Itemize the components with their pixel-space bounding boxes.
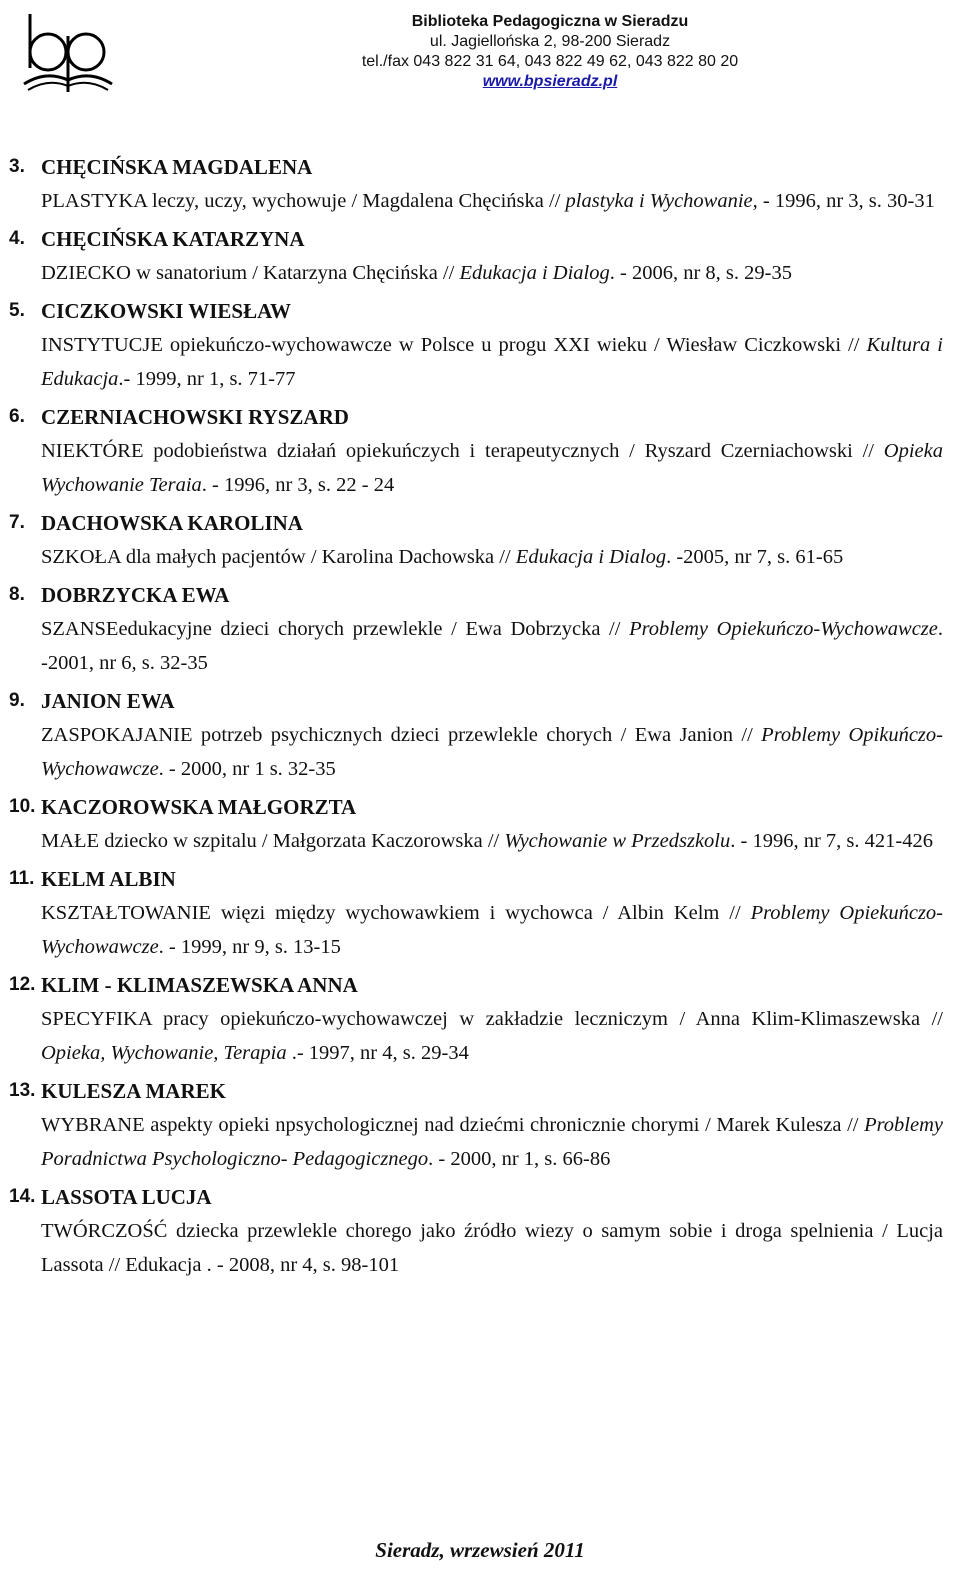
entry-journal: Problemy Opikuńczo-Wychowawcze [41, 724, 943, 780]
entry-heading [0, 578, 960, 612]
institution-name: Biblioteka Pedagogiczna w Sieradzu [411, 13, 689, 30]
institution-address: ul. Jagiellońska 2, 98-200 Sieradz [429, 33, 671, 50]
entry-details: . - 2000, nr 1 s. 32-35 [158, 758, 336, 780]
bibliography-entry [0, 506, 960, 578]
entry-details: . - 1999, nr 9, s. 13-15 [158, 936, 341, 958]
entry-heading [0, 684, 960, 718]
bibliography-entry [0, 1074, 960, 1180]
entry-number: 9. [9, 690, 25, 711]
bibliography-entry [0, 684, 960, 790]
entry-citation [41, 1002, 943, 1070]
entry-number: 13. [9, 1080, 36, 1101]
entry-author: DOBRZYCKA EWA [41, 583, 230, 607]
library-logo [10, 6, 126, 98]
entry-number: 10. [9, 796, 36, 817]
entry-author: CHĘCIŃSKA MAGDALENA [41, 155, 313, 179]
entry-journal: Problemy Poradnictwa Psychologiczno- Pedagogicznego [41, 1114, 943, 1170]
institution-info [330, 12, 770, 92]
entry-details: .- 1999, nr 1, s. 71-77 [118, 368, 296, 390]
entry-author: DACHOWSKA KAROLINA [41, 511, 303, 535]
entry-details: . -2005, nr 7, s. 61-65 [666, 546, 844, 568]
entry-title: KSZTAŁTOWANIE więzi między wychowawkiem i wychowca / Albin Kelm // [41, 902, 751, 924]
entry-author: CHĘCIŃSKA KATARZYNA [41, 227, 305, 251]
entry-citation [41, 256, 943, 290]
entry-citation [41, 718, 943, 786]
entry-citation [41, 184, 943, 218]
entry-journal: Kultura i Edukacja [41, 334, 943, 390]
entry-title: ZASPOKAJANIE potrzeb psychicznych dzieci przewlekle chorych / Ewa Janion // [41, 724, 762, 746]
entry-heading [0, 1180, 960, 1214]
bibliography-entry [0, 862, 960, 968]
entry-heading [0, 294, 960, 328]
bibliography-entry [0, 1180, 960, 1286]
bibliography-entry [0, 578, 960, 684]
bibliography-entry [0, 294, 960, 400]
entry-number: 12. [9, 974, 36, 995]
entry-author: LASSOTA LUCJA [41, 1185, 212, 1209]
entry-heading [0, 506, 960, 540]
entry-title: SZANSEedukacyjne dzieci chorych przewlekle / Ewa Dobrzycka // [41, 618, 630, 640]
entry-number: 8. [9, 584, 25, 605]
entry-citation [41, 434, 943, 502]
entry-author: CZERNIACHOWSKI RYSZARD [41, 405, 349, 429]
entry-journal: Edukacja i Dialog [459, 262, 610, 284]
entry-heading [0, 862, 960, 896]
entry-journal: Wychowanie w Przedszkolu [504, 830, 731, 852]
institution-phone: tel./fax 043 822 31 64, 043 822 49 62, 043 822 80 20 [361, 53, 739, 70]
entry-journal: plastyka i Wychowanie [565, 190, 753, 212]
entry-title: TWÓRCZOŚĆ dziecka przewlekle chorego jako źródło wiezy o samym sobie i droga spelnienia / Lucja Lassota // Edukacja . - 2008, nr 4, s. 98-101 [41, 1220, 943, 1276]
entry-title: SZKOŁA dla małych pacjentów / Karolina Dachowska // [41, 546, 516, 568]
entry-heading [0, 150, 960, 184]
entry-author: CICZKOWSKI WIESŁAW [41, 299, 291, 323]
entry-journal: Opieka Wychowanie Teraia [41, 440, 943, 496]
entry-citation [41, 896, 943, 964]
entry-journal: Edukacja i Dialog [515, 546, 667, 568]
entry-title: DZIECKO w sanatorium / Katarzyna Chęcińska // [41, 262, 460, 284]
entry-number: 6. [9, 406, 25, 427]
entry-heading [0, 222, 960, 256]
entry-author: KLIM - KLIMASZEWSKA ANNA [41, 973, 358, 997]
entry-citation [41, 1214, 943, 1282]
institution-website-link[interactable]: www.bpsieradz.pl [482, 73, 618, 90]
entry-citation [41, 540, 943, 574]
entry-title: INSTYTUCJE opiekuńczo-wychowawcze w Polsce u progu XXI wieku / Wiesław Ciczkowski // [41, 334, 867, 356]
entry-title: WYBRANE aspekty opieki npsychologicznej nad dziećmi chronicznie chorymi / Marek Kulesza // [41, 1114, 865, 1136]
entry-title: PLASTYKA leczy, uczy, wychowuje / Magdalena Chęcińska // [41, 190, 566, 212]
entry-title: SPECYFIKA pracy opiekuńczo-wychowawczej w zakładzie leczniczym / Anna Klim-Klimaszewska // [41, 1008, 943, 1030]
entry-details: . - 2000, nr 1, s. 66-86 [428, 1148, 611, 1170]
entry-author: KACZOROWSKA MAŁGORZTA [41, 795, 357, 819]
entry-details: .- 1997, nr 4, s. 29-34 [286, 1042, 469, 1064]
bibliography-list [0, 150, 960, 1286]
entry-number: 5. [9, 300, 25, 321]
entry-details: , - 1996, nr 3, s. 30-31 [752, 190, 935, 212]
entry-heading [0, 1074, 960, 1108]
page-header [0, 0, 960, 110]
entry-details: . - 1996, nr 3, s. 22 - 24 [201, 474, 395, 496]
entry-journal: Problemy Opiekuńczo-Wychowawcze [41, 902, 943, 958]
entry-citation [41, 612, 943, 680]
entry-journal: Problemy Opiekuńczo-Wychowawcze [629, 618, 938, 640]
entry-citation [41, 824, 943, 858]
bibliography-entry [0, 400, 960, 506]
entry-number: 4. [9, 228, 25, 249]
entry-number: 11. [9, 868, 35, 889]
entry-author: KELM ALBIN [41, 867, 176, 891]
entry-heading [0, 400, 960, 434]
bibliography-entry [0, 790, 960, 862]
entry-citation [41, 328, 943, 396]
entry-citation [41, 1108, 943, 1176]
entry-details: . - 2006, nr 8, s. 29-35 [609, 262, 792, 284]
bibliography-entry [0, 222, 960, 294]
entry-heading [0, 968, 960, 1002]
entry-details: . - 1996, nr 7, s. 421-426 [730, 830, 933, 852]
entry-author: JANION EWA [41, 689, 175, 713]
entry-journal: Opieka, Wychowanie, Terapia [41, 1042, 287, 1064]
entry-heading [0, 790, 960, 824]
entry-number: 14. [9, 1186, 36, 1207]
footer-place-date: Sieradz, wrzewsień 2011 [375, 1538, 585, 1562]
bibliography-entry [0, 150, 960, 222]
entry-number: 7. [9, 512, 25, 533]
entry-author: KULESZA MAREK [41, 1079, 226, 1103]
entry-title: NIEKTÓRE podobieństwa działań opiekuńczych i terapeutycznych / Ryszard Czerniachowski // [41, 440, 884, 462]
entry-title: MAŁE dziecko w szpitalu / Małgorzata Kaczorowska // [41, 830, 505, 852]
bibliography-entry [0, 968, 960, 1074]
entry-details: . -2001, nr 6, s. 32-35 [41, 618, 944, 674]
entry-number: 3. [9, 156, 25, 177]
